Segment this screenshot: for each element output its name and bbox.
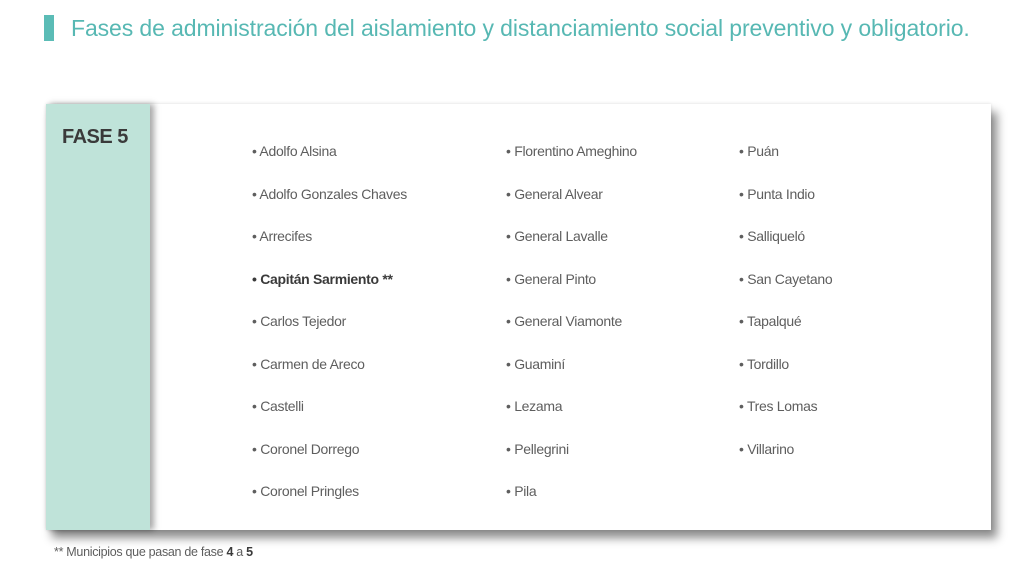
- municipality-item: • Carmen de Areco: [252, 355, 365, 372]
- municipality-item: • Salliqueló: [739, 228, 805, 244]
- phase-card: [46, 104, 991, 530]
- page-title: Fases de administración del aislamiento y distanciamiento social preventivo y obligatorio.: [71, 14, 970, 41]
- municipality-item: • Punta Indio: [739, 185, 815, 202]
- municipality-column-3: [739, 143, 832, 483]
- municipality-item: • Pila: [506, 483, 537, 499]
- municipality-item: • Tapalqué: [739, 313, 802, 329]
- municipality-item: • Florentino Ameghino: [506, 143, 637, 159]
- municipality-item: • Puán: [739, 143, 779, 159]
- municipality-column-1: [252, 143, 407, 526]
- footnote-middle: a: [233, 545, 247, 559]
- municipality-item: • Lezama: [506, 398, 563, 414]
- municipality-item: • General Viamonte: [506, 313, 622, 329]
- municipality-item: • Guaminí: [506, 355, 566, 372]
- municipality-item: • Coronel Dorrego: [252, 440, 360, 457]
- footnote-from-phase: 4: [226, 545, 234, 559]
- municipality-item: • Adolfo Gonzales Chaves: [252, 185, 407, 202]
- municipality-item: • Villarino: [739, 440, 795, 457]
- municipality-item: • Arrecifes: [252, 228, 312, 244]
- municipality-item: • Castelli: [252, 398, 304, 414]
- phase-tab: [46, 104, 150, 530]
- municipality-item: • General Alvear: [506, 185, 603, 202]
- title-accent-bar: [44, 15, 54, 41]
- municipality-item: • San Cayetano: [739, 270, 833, 287]
- municipality-item: • General Lavalle: [506, 228, 608, 244]
- municipality-item: • Coronel Pringles: [252, 483, 359, 499]
- municipality-item: • Pellegrini: [506, 440, 569, 457]
- footnote-prefix: ** Municipios que pasan de fase: [54, 545, 227, 559]
- municipality-item: • Adolfo Alsina: [252, 143, 337, 159]
- municipality-item: • General Pinto: [506, 270, 596, 287]
- municipality-item: • Tordillo: [739, 355, 789, 372]
- municipality-column-2: [506, 143, 637, 526]
- municipality-item: • Capitán Sarmiento **: [252, 270, 393, 287]
- municipality-item: • Carlos Tejedor: [252, 313, 346, 329]
- footnote: [54, 545, 253, 559]
- page-header: [44, 13, 970, 43]
- municipality-item: • Tres Lomas: [739, 398, 818, 414]
- phase-label: FASE 5: [62, 126, 128, 148]
- footnote-to-phase: 5: [246, 545, 253, 559]
